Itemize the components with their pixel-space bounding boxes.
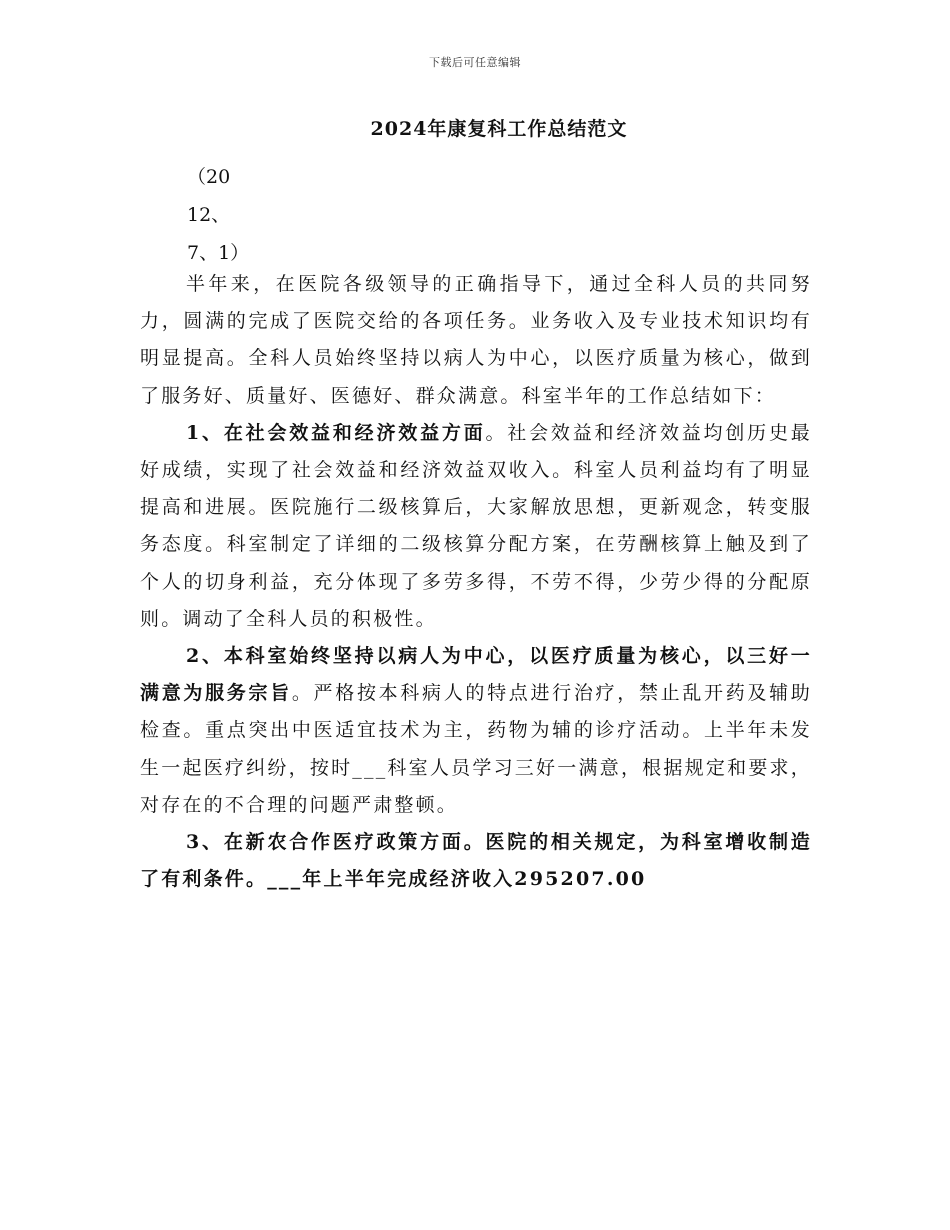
paragraph-3-heading: 3、在新农合作医疗政策方面。医院的相关规定，为科室增收制造了有利条件。___年上半年完成经济收入295207.00 bbox=[140, 831, 812, 891]
paragraph-2-text: 。严格按本科病人的特点进行治疗，禁止乱开药及辅助检查。重点突出中医适宜技术为主，药物为辅的诊疗活动。上半年未发生一起医疗纠纷，按时___科室人员学习三好一满意，根据规定和要求，对存在的不合理的问题严肃整顿。 bbox=[140, 682, 812, 816]
date-line-3: 7、1） bbox=[187, 242, 250, 264]
paragraph-2 bbox=[140, 638, 812, 824]
document-body bbox=[140, 266, 812, 898]
paragraph-1-text: 。社会效益和经济效益均创历史最好成绩，实现了社会效益和经济效益双收入。科室人员利益均有了明显提高和进展。医院施行二级核算后，大家解放思想，更新观念，转变服务态度。科室制定了详细的二级核算分配方案，在劳酬核算上触及到了个人的切身利益，充分体现了多劳多得，不劳不得，少劳少得的分配原则。调动了全科人员的积极性。 bbox=[140, 421, 812, 630]
paragraph-1 bbox=[140, 415, 812, 638]
header-note: 下载后可任意编辑 bbox=[429, 56, 521, 69]
paragraph-2-heading: 2、本科室始终坚持以病人为中心，以医疗质量为核心，以三好一满意为服务宗旨 bbox=[140, 645, 812, 705]
paragraph-1-heading: 1、在社会效益和经济效益方面 bbox=[186, 421, 486, 444]
date-line-1: （20 bbox=[187, 166, 231, 188]
paragraph-intro-text: 半年来，在医院各级领导的正确指导下，通过全科人员的共同努力，圆满的完成了医院交给的各项任务。业务收入及专业技术知识均有明显提高。全科人员始终坚持以病人为中心，以医疗质量为核心，做到了服务好、质量好、医德好、群众满意。科室半年的工作总结如下： bbox=[140, 273, 812, 407]
paragraph-3 bbox=[140, 824, 812, 898]
document-title: 2024年康复科工作总结范文 bbox=[370, 118, 628, 140]
date-line-2: 12、 bbox=[187, 204, 231, 226]
paragraph-intro bbox=[140, 266, 812, 415]
